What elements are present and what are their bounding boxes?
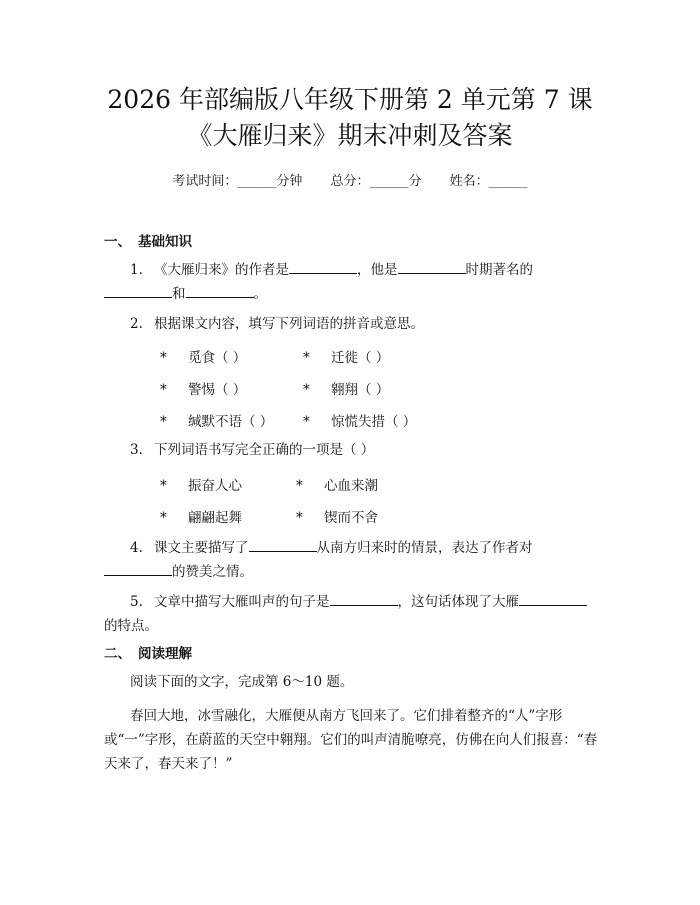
exam-info: [0, 170, 700, 189]
bullet-icon: *: [160, 382, 167, 398]
question-text: 课文主要描写了: [154, 540, 249, 556]
question-text: 时期著名的: [465, 262, 533, 278]
answer-blank[interactable]: [519, 591, 587, 606]
answer-blank[interactable]: [289, 259, 357, 274]
total-score: 总分：______分: [330, 174, 422, 189]
bullet-icon: *: [160, 510, 167, 526]
bullet-icon: *: [160, 414, 167, 430]
question-text: ，这句话体现了大雁: [397, 594, 519, 610]
option-text: 觅食（ ）: [188, 350, 247, 366]
option-text: 警惕（ ）: [188, 382, 247, 398]
exam-time: 考试时间：______分钟: [172, 174, 303, 189]
option-text: 锲而不舍: [324, 510, 378, 526]
question-text: 根据课文内容，填写下列词语的拼音或意思。: [154, 316, 424, 332]
question-2: [104, 312, 598, 336]
answer-blank[interactable]: [398, 259, 466, 274]
bullet-icon: *: [296, 510, 303, 526]
option-text: 翩翩起舞: [188, 510, 242, 526]
question-text: ，他是: [357, 262, 398, 278]
question-text: 的赞美之情。: [172, 564, 253, 580]
answer-blank[interactable]: [104, 561, 172, 576]
option-item: [160, 346, 246, 366]
question-4: [104, 536, 598, 584]
option-text: 迁徙（ ）: [331, 350, 390, 366]
section-heading-basic: [104, 230, 192, 250]
option-item: [160, 378, 246, 398]
question-number: 5.: [130, 594, 143, 610]
question-text: 从南方归来时的情景，表达了作者对: [316, 540, 533, 556]
question-number: 4.: [130, 540, 143, 556]
option-item: [303, 378, 389, 398]
section-title: 基础知识: [138, 234, 192, 250]
answer-blank[interactable]: [249, 537, 317, 552]
option-item: [296, 474, 378, 494]
option-item: [160, 410, 273, 430]
bullet-icon: *: [296, 478, 303, 494]
option-item: [160, 474, 242, 494]
option-item: [160, 506, 242, 526]
option-text: 心血来潮: [324, 478, 378, 494]
answer-blank[interactable]: [104, 283, 172, 298]
bullet-icon: *: [160, 478, 167, 494]
doc-title-line2: 《大雁归来》期末冲刺及答案: [187, 121, 513, 150]
question-5: [104, 590, 598, 638]
question-text: 文章中描写大雁叫声的句子是: [154, 594, 330, 610]
bullet-icon: *: [303, 382, 310, 398]
question-number: 3.: [130, 442, 143, 458]
question-1: [104, 258, 598, 306]
section-number: 一、: [104, 234, 131, 250]
option-text: 缄默不语（ ）: [188, 414, 274, 430]
question-text: 下列词语书写完全正确的一项是（ ）: [154, 442, 375, 458]
option-item: [296, 506, 378, 526]
doc-title-line1: 2026 年部编版八年级下册第 2 单元第 7 课: [107, 85, 593, 114]
option-item: [303, 410, 416, 430]
bullet-icon: *: [160, 350, 167, 366]
question-text: 《大雁归来》的作者是: [154, 262, 289, 278]
option-text: 惊慌失措（ ）: [331, 414, 417, 430]
section-title: 阅读理解: [138, 646, 192, 662]
section-heading-reading: [104, 642, 192, 662]
answer-blank[interactable]: [186, 283, 254, 298]
question-number: 1.: [130, 262, 143, 278]
bullet-icon: *: [303, 350, 310, 366]
bullet-icon: *: [303, 414, 310, 430]
option-text: 振奋人心: [188, 478, 242, 494]
question-number: 2.: [130, 316, 143, 332]
question-3: [104, 438, 598, 462]
reading-passage: 春回大地，冰雪融化，大雁便从南方飞回来了。它们排着整齐的“人”字形或“一”字形，在蔚蓝的天空中翱翔。它们的叫声清脆嘹亮，仿佛在向人们报喜：“春天来了，春天来了！”: [104, 708, 598, 772]
student-name: 姓名：______: [449, 174, 528, 189]
question-text: 的特点。: [104, 618, 158, 634]
answer-blank[interactable]: [330, 591, 398, 606]
reading-instruction: 阅读下面的文字，完成第 6～10 题。: [130, 674, 354, 690]
section-number: 二、: [104, 646, 131, 662]
option-text: 翱翔（ ）: [331, 382, 390, 398]
question-text: 和: [172, 286, 186, 302]
question-text: 。: [253, 286, 267, 302]
option-item: [303, 346, 389, 366]
